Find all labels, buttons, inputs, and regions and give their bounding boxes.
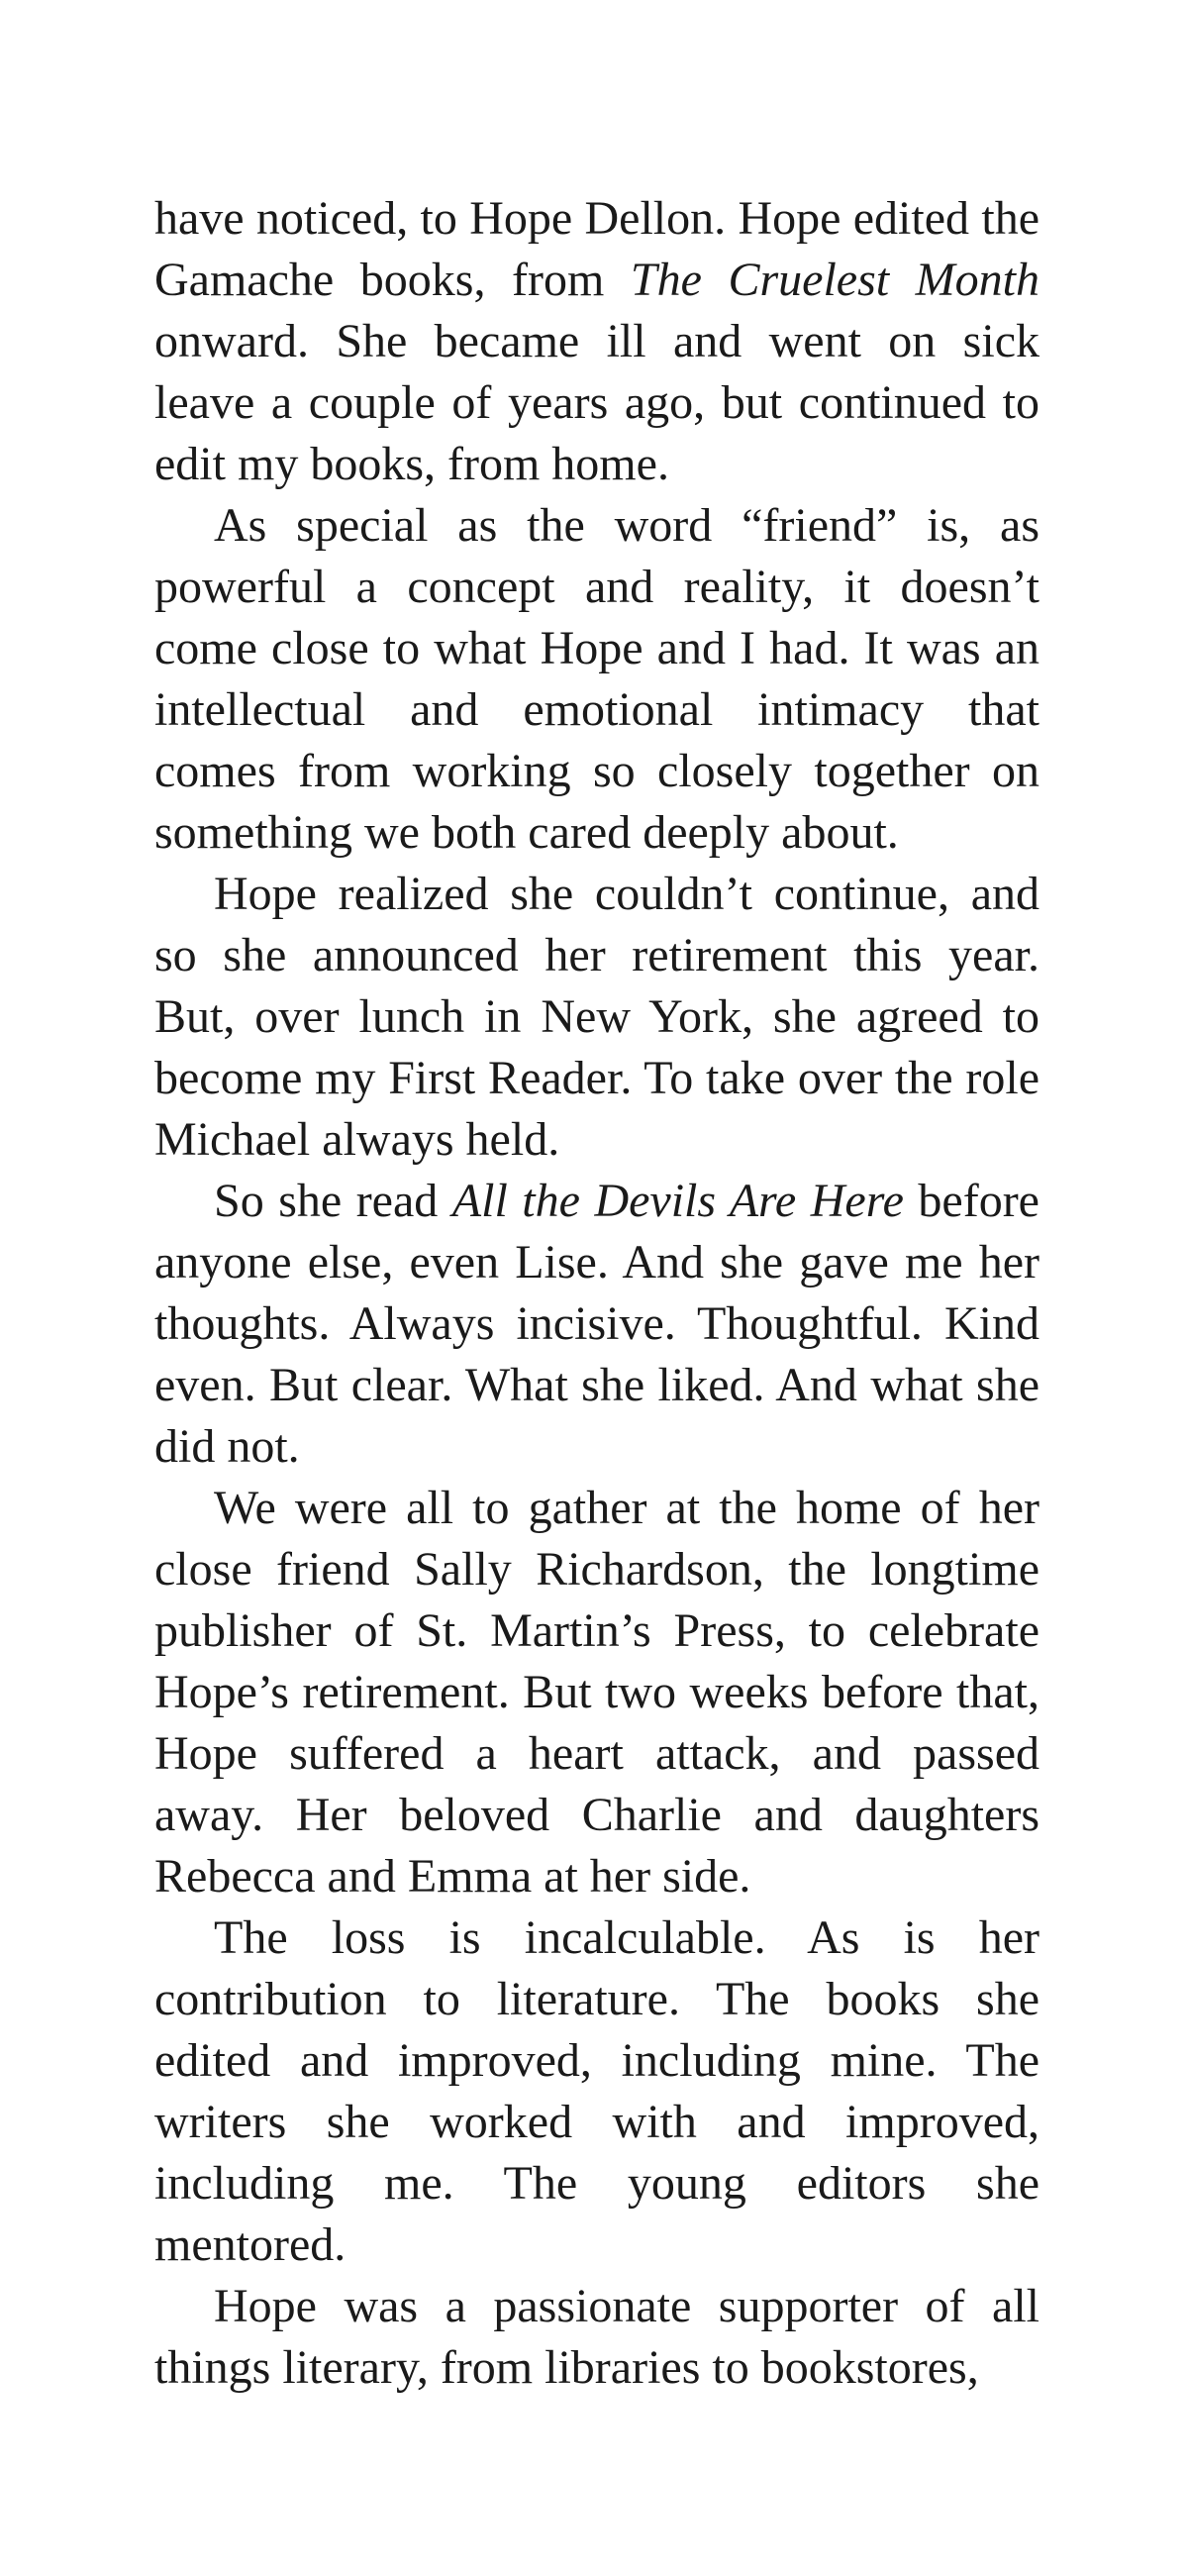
paragraph-3-text: Hope realized she couldn’t continue, and so she announced her retirement this year. But, over lunch in New York, she agreed to become my First Reader. To take over the role Michael always held. bbox=[154, 868, 1040, 1166]
paragraph-1-text-b: onward. She became ill and went on sick leave a couple of years ago, but continued to edit my books, from home. bbox=[154, 315, 1040, 490]
paragraph-3 bbox=[154, 864, 1040, 1171]
book-page-text bbox=[154, 188, 1040, 2399]
paragraph-4-text-b: before anyone else, even Lise. And she gave me her thoughts. Always incisive. Thoughtful. Kind even. But clear. What she liked. And what she did not. bbox=[154, 1175, 1040, 1473]
paragraph-2 bbox=[154, 495, 1040, 864]
paragraph-5-text: We were all to gather at the home of her close friend Sally Richardson, the longtime publisher of St. Martin’s Press, to celebrate Hope’s retirement. But two weeks before that, Hope suffered a heart attack, and passed away. Her beloved Charlie and daughters Rebecca and Emma at her side. bbox=[154, 1482, 1040, 1903]
paragraph-2-text: As special as the word “friend” is, as powerful a concept and reality, it doesn’t come close to what Hope and I had. It was an intellectual and emotional intimacy that comes from working so closely together on something we both cared deeply about. bbox=[154, 499, 1040, 859]
book-title-the-cruelest-month: The Cruelest Month bbox=[630, 254, 1040, 306]
paragraph-4 bbox=[154, 1171, 1040, 1478]
paragraph-1 bbox=[154, 188, 1040, 495]
paragraph-7 bbox=[154, 2276, 1040, 2399]
paragraph-7-text: Hope was a passionate supporter of all things literary, from libraries to bookstores, bbox=[154, 2280, 1040, 2394]
paragraph-6 bbox=[154, 1907, 1040, 2276]
paragraph-1-text-a: have noticed, to Hope Dellon. Hope edited the Gamache books, from bbox=[154, 192, 1040, 306]
paragraph-6-text: The loss is incalculable. As is her contribution to literature. The books she edited and improved, including mine. The writers she worked with and improved, including me. The young editors she mentored. bbox=[154, 1911, 1040, 2271]
paragraph-5 bbox=[154, 1478, 1040, 1907]
book-title-all-the-devils-are-here: All the Devils Are Here bbox=[451, 1175, 904, 1227]
paragraph-4-text-a: So she read bbox=[214, 1175, 452, 1227]
